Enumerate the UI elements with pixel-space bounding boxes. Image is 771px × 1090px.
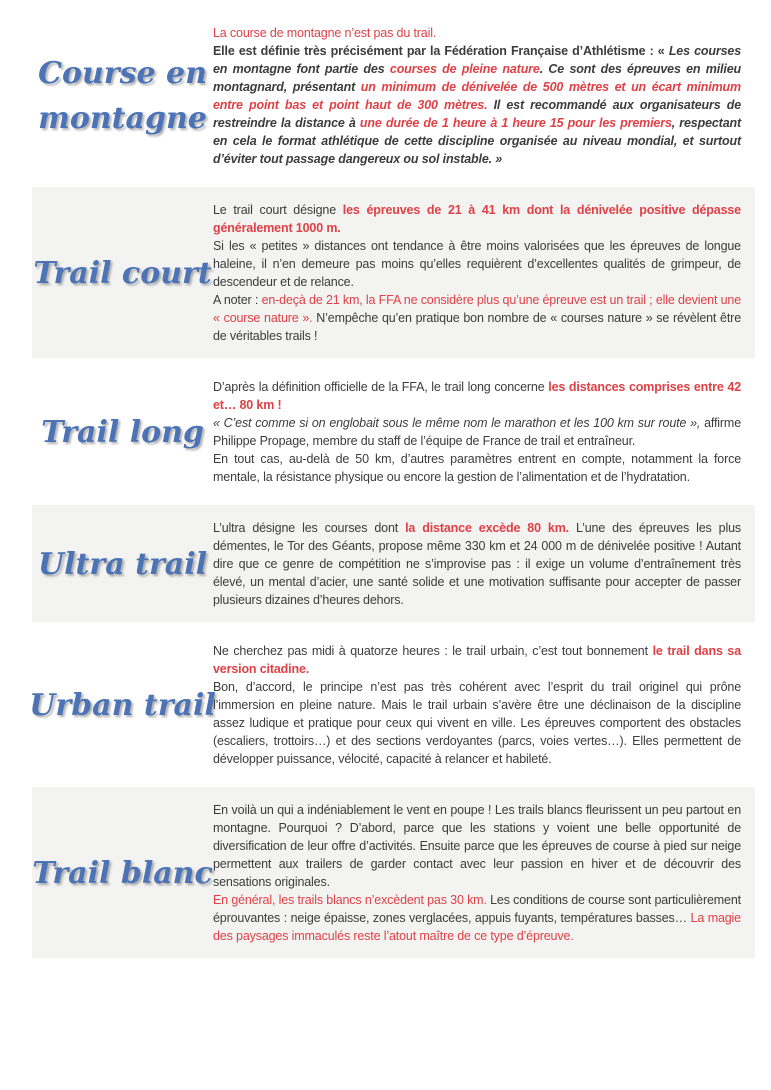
heading-line: Urban trail	[29, 687, 216, 723]
text-run: A noter :	[213, 293, 262, 307]
text-run: Si les « petites » distances ont tendance à être moins valorisées que les épreuves de longue haleine, il n’en demeure pas moins qu’elles requièrent d’excellentes qualités de grimpeur, de descendeur et de relance.	[213, 239, 741, 289]
text-run: , respectant en cela le format athlétique de cette discipline organisée au niveau mondial, et surtout d’éviter tout passage dangereux ou sol instable. »	[213, 116, 741, 166]
paragraph	[213, 450, 741, 486]
text-run: L’une des épreuves les plus démentes, le Tor des Géants, propose même 330 km et 24 000 m de dénivelée positive ! Autant dire que ce genre de compétition ne s’improvise pas : il exige un volume d’entraînement très élevé, un mental d’acier, une santé solide et une motivation suffisante pour accepter de passer plusieurs dizaines d’heures dehors.	[213, 521, 741, 607]
section-heading-course-en-montagne	[38, 51, 207, 141]
section-ultra-trail	[32, 505, 755, 622]
text-run: le trail dans sa version citadine.	[213, 644, 741, 676]
section-urban-trail	[29, 628, 755, 781]
text-run: une durée de 1 heure à 1 heure 15 pour les premiers	[359, 116, 672, 130]
section-trail-long	[32, 364, 755, 499]
text-run: . Ce sont des épreuves en milieu montagnard, présentant	[213, 62, 741, 94]
section-trail-blanc	[32, 787, 755, 958]
text-run: les épreuves de 21 à 41 km dont la dénivelée positive dépasse généralement 1000 m.	[213, 203, 741, 235]
section-heading-trail-court	[33, 251, 211, 296]
heading-column	[32, 201, 213, 345]
paragraph	[213, 642, 741, 678]
text-run: un minimum de dénivelée de 500 mètres et un écart minimum entre point bas et point haut de 300 mètres.	[213, 80, 741, 112]
text-run: « C’est comme si on englobait sous le même nom le marathon et les 100 km sur route »,	[213, 416, 701, 430]
heading-line: Ultra trail	[38, 546, 207, 582]
sections-container	[0, 10, 771, 958]
paragraph	[213, 378, 741, 414]
heading-column	[32, 378, 213, 486]
text-column	[213, 801, 741, 945]
text-run: L’ultra désigne les courses dont	[213, 521, 406, 535]
text-run: La course de montagne n’est pas du trail.	[213, 26, 437, 40]
text-run: en-deçà de 21 km, la FFA ne considère plus qu’une épreuve est un trail ; elle devient une « course nature ».	[213, 293, 742, 325]
section-course-en-montagne	[32, 10, 755, 181]
paragraph	[213, 237, 741, 291]
paragraph	[213, 201, 741, 237]
text-column	[213, 378, 741, 486]
heading-column	[32, 24, 213, 168]
text-run: Elle est définie très précisément par la Fédération Française d’Athlétisme : «	[213, 44, 669, 58]
paragraph	[213, 42, 741, 168]
heading-line: montagne	[38, 101, 207, 136]
paragraph	[213, 291, 741, 345]
section-heading-trail-blanc	[32, 851, 213, 896]
heading-line: Trail long	[41, 414, 204, 450]
section-trail-court	[32, 187, 755, 358]
heading-column	[32, 801, 213, 945]
text-run: En voilà un qui a indéniablement le vent en poupe ! Les trails blancs fleurissent un peu partout en montagne. Pourquoi ? D’abord, parce que les stations y voient une belle opportunité de diversification de leur offre d’activités. Ensuite parce que les épreuves de course à pied sur neige permettent aux trailers de garder contact avec leur passion en hiver et de découvrir des sensations originales.	[213, 803, 741, 889]
text-run: affirme Philippe Propage, membre du staff de l’équipe de France de trail et entraîneur.	[213, 416, 741, 448]
text-run: En général, les trails blancs n’excèdent pas 30 km.	[213, 893, 487, 907]
text-run: N’empêche qu’en pratique bon nombre de « courses nature » se révèlent être de véritables trails !	[213, 311, 741, 343]
text-run: courses de pleine nature	[389, 62, 540, 76]
text-run: Les courses en montagne font partie des	[213, 44, 741, 76]
paragraph	[213, 414, 741, 450]
text-run: Bon, d’accord, le principe n’est pas très cohérent avec l’esprit du trail originel qui prône l’immersion en pleine nature. Mais le trail urbain s’avère être une déclinaison de la discipline assez ludique et pratique pour ceux qui vivent en ville. Les épreuves comportent des obstacles (escaliers, trottoirs…) et des sections verdoyantes (parcs, voies vertes…). Elles permettent de développer puissance, vélocité, capacité à relancer et habileté.	[213, 680, 741, 766]
text-run: la distance excède 80 km.	[405, 521, 569, 535]
section-heading-trail-long	[41, 410, 204, 455]
section-heading-ultra-trail	[38, 542, 207, 587]
text-run: En tout cas, au-delà de 50 km, d’autres paramètres entrent en compte, notamment la force mentale, la résistance physique ou encore la gestion de l’alimentation et de l’hydratation.	[213, 452, 741, 484]
paragraph	[213, 891, 741, 945]
heading-column	[32, 519, 213, 609]
paragraph	[213, 801, 741, 891]
text-run: Ne cherchez pas midi à quatorze heures : le trail urbain, c’est tout bonnement	[213, 644, 653, 658]
heading-column	[29, 642, 216, 768]
heading-line: Trail court	[33, 255, 212, 291]
paragraph	[213, 24, 741, 42]
text-column	[213, 24, 741, 168]
paragraph	[213, 678, 741, 768]
text-run: Il est recommandé aux organisateurs de restreindre la distance à	[213, 98, 741, 130]
section-heading-urban-trail	[29, 683, 216, 728]
heading-line: Course en	[38, 56, 207, 91]
text-column	[213, 201, 741, 345]
text-run: La magie des paysages immaculés reste l’atout maître de ce type d’épreuve.	[213, 911, 741, 943]
text-column	[213, 642, 741, 768]
paragraph	[213, 519, 741, 609]
text-run: les distances comprises entre 42 et… 80 km !	[213, 380, 741, 412]
text-column	[213, 519, 741, 609]
text-run: Les conditions de course sont particulièrement éprouvantes : neige épaisse, zones verglacées, appuis fuyants, températures basses…	[213, 893, 741, 925]
text-run: D’après la définition officielle de la FFA, le trail long concerne	[213, 380, 549, 394]
text-run: Le trail court désigne	[213, 203, 343, 217]
heading-line: Trail blanc	[32, 855, 213, 891]
